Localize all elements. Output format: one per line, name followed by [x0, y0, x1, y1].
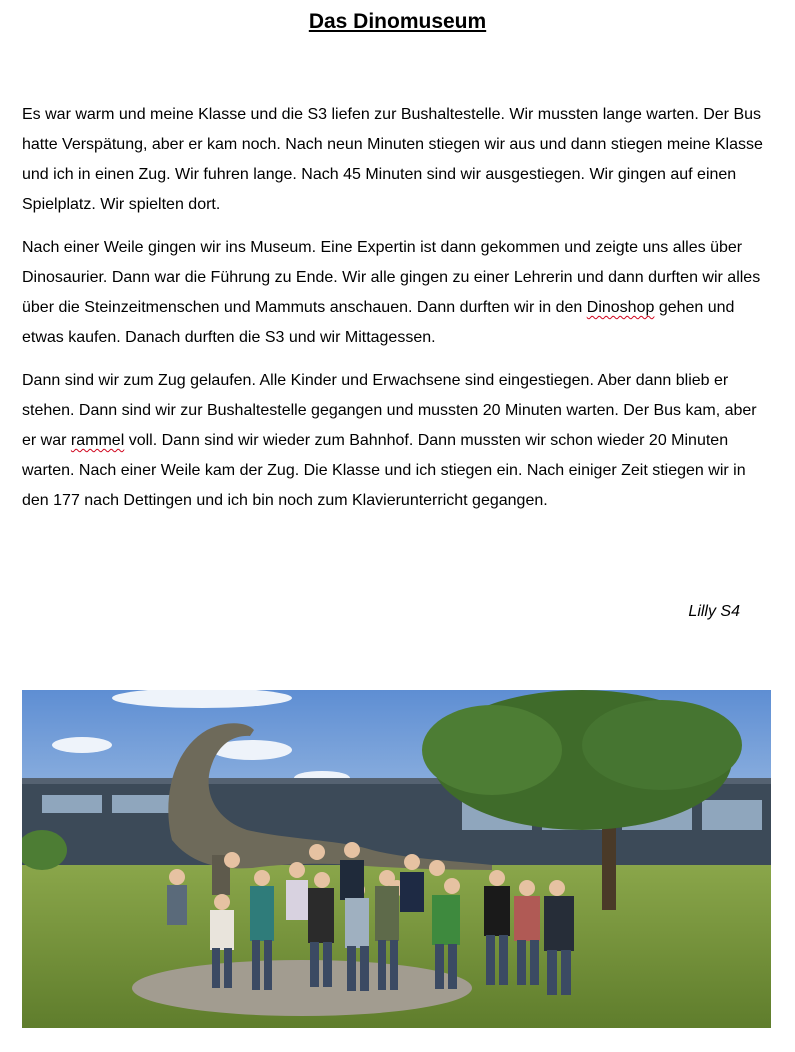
paragraph-text: Dann sind wir zum Zug gelaufen. Alle Kinder und Erwachsene sind eingestiegen. Aber dann blieb er stehen. Dann sind wir zur Bushaltestelle gegangen und mussten 20 Minuten warten. Der Bus kam, aber er war — [22, 372, 757, 449]
spellcheck-flagged-word[interactable]: Dinoshop — [586, 299, 655, 316]
paragraph-text: Nach einer Weile gingen wir ins Museum. Eine Expertin ist dann gekommen und zeigte uns alles über Dinosaurier. Dann war die Führung zu Ende. Wir alle gingen zu einer Lehrerin und dann durften wir alles über die Steinzeitmenschen und Mammuts anschauen. Dann durften wir in den — [22, 239, 761, 316]
signature: Lilly S4 — [688, 603, 740, 620]
paragraph-text: Es war warm und meine Klasse und die S3 liefen zur Bushaltestelle. Wir mussten lange warten. Der Bus hatte Verspätung, aber er kam noch. Nach neun Minuten stiegen wir aus und dann stiegen meine Klasse und ich in einen Zug. Wir fuhren lange. Nach 45 Minuten sind wir ausgestiegen. Wir gingen auf einen Spielplatz. Wir spielten dort. — [22, 106, 763, 213]
document-body — [22, 100, 767, 529]
spellcheck-flagged-word[interactable]: rammel — [70, 432, 125, 449]
paragraph-text: voll. Dann sind wir wieder zum Bahnhof. Dann mussten wir schon wieder 20 Minuten warten. Nach einer Weile kam der Zug. Die Klasse und ich stiegen ein. Nach einiger Zeit stiegen wir in den 177 nach Dettingen und ich bin noch zum Klavierunterricht gegangen. — [22, 432, 746, 509]
paragraph-2 — [22, 233, 767, 353]
dinosaur-group-photo — [22, 690, 771, 1028]
class-photo — [22, 690, 771, 1028]
paragraph-text: gehen und etwas kaufen. Danach durften die S3 und wir Mittagessen. — [22, 299, 735, 346]
paragraph-1 — [22, 100, 767, 220]
document-title: Das Dinomuseum — [308, 10, 487, 33]
gravel-path — [132, 960, 472, 1016]
cloud — [52, 737, 112, 753]
paragraph-3 — [22, 366, 767, 516]
